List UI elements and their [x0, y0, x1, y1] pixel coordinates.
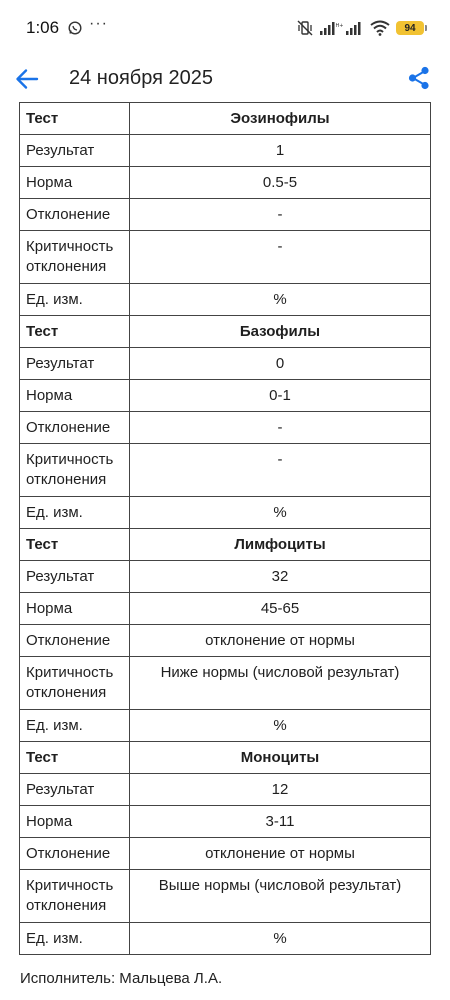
test-label: Тест: [20, 316, 130, 348]
result-value: 32: [130, 561, 431, 593]
norm-label: Норма: [20, 593, 130, 625]
more-notifications-icon: ···: [89, 15, 108, 32]
deviation-row: [20, 838, 431, 870]
test-header-row: [20, 316, 431, 348]
deviation-value: -: [130, 199, 431, 231]
criticality-row: [20, 870, 431, 923]
criticality-label: Критичность отклонения: [20, 657, 130, 710]
signal-2-icon: [346, 21, 364, 35]
whatsapp-icon: [68, 21, 82, 35]
share-icon[interactable]: [408, 66, 430, 90]
test-label: Тест: [20, 529, 130, 561]
norm-value: 45-65: [130, 593, 431, 625]
result-row: [20, 348, 431, 380]
result-label: Результат: [20, 774, 130, 806]
result-row: [20, 774, 431, 806]
unit-label: Ед. изм.: [20, 923, 130, 955]
criticality-row: [20, 231, 431, 284]
result-value: 1: [130, 135, 431, 167]
test-label: Тест: [20, 103, 130, 135]
battery-icon: [396, 21, 424, 35]
unit-row: [20, 923, 431, 955]
criticality-label: Критичность отклонения: [20, 870, 130, 923]
results-content[interactable]: [0, 108, 450, 1000]
criticality-row: [20, 444, 431, 497]
result-row: [20, 561, 431, 593]
unit-label: Ед. изм.: [20, 284, 130, 316]
unit-label: Ед. изм.: [20, 497, 130, 529]
criticality-value: Ниже нормы (числовой результат): [130, 657, 431, 710]
result-value: 0: [130, 348, 431, 380]
norm-label: Норма: [20, 167, 130, 199]
test-name: Эозинофилы: [130, 103, 431, 135]
results-table: [19, 102, 431, 955]
criticality-value: Выше нормы (числовой результат): [130, 870, 431, 923]
criticality-row: [20, 657, 431, 710]
executor-text: Исполнитель: Мальцева Л.А.: [20, 970, 223, 987]
status-bar: [0, 0, 450, 58]
norm-value: 3-11: [130, 806, 431, 838]
test-label: Тест: [20, 742, 130, 774]
result-value: 12: [130, 774, 431, 806]
unit-row: [20, 284, 431, 316]
status-time: 1:06: [26, 18, 60, 37]
page-title: 24 ноября 2025: [69, 67, 214, 89]
test-name: Базофилы: [130, 316, 431, 348]
test-header-row: [20, 529, 431, 561]
result-label: Результат: [20, 561, 130, 593]
deviation-label: Отклонение: [20, 412, 130, 444]
criticality-value: -: [130, 444, 431, 497]
unit-value: %: [130, 284, 431, 316]
norm-row: [20, 167, 431, 199]
unit-value: %: [130, 497, 431, 529]
norm-row: [20, 593, 431, 625]
deviation-label: Отклонение: [20, 199, 130, 231]
unit-label: Ед. изм.: [20, 710, 130, 742]
test-name: Лимфоциты: [130, 529, 431, 561]
norm-label: Норма: [20, 380, 130, 412]
norm-row: [20, 806, 431, 838]
unit-row: [20, 497, 431, 529]
signal-1-icon: [320, 21, 344, 35]
status-icons: [296, 20, 424, 36]
svg-text:H+: H+: [335, 23, 344, 29]
app-bar: [0, 58, 450, 108]
deviation-label: Отклонение: [20, 625, 130, 657]
deviation-row: [20, 625, 431, 657]
test-header-row: [20, 103, 431, 135]
deviation-value: отклонение от нормы: [130, 625, 431, 657]
deviation-row: [20, 412, 431, 444]
norm-row: [20, 380, 431, 412]
battery-level: 94: [404, 22, 416, 34]
unit-row: [20, 710, 431, 742]
criticality-label: Критичность отклонения: [20, 444, 130, 497]
norm-value: 0-1: [130, 380, 431, 412]
criticality-label: Критичность отклонения: [20, 231, 130, 284]
norm-value: 0.5-5: [130, 167, 431, 199]
unit-value: %: [130, 923, 431, 955]
test-header-row: [20, 742, 431, 774]
result-label: Результат: [20, 348, 130, 380]
deviation-value: -: [130, 412, 431, 444]
test-name: Моноциты: [130, 742, 431, 774]
result-row: [20, 135, 431, 167]
deviation-label: Отклонение: [20, 838, 130, 870]
unit-value: %: [130, 710, 431, 742]
result-label: Результат: [20, 135, 130, 167]
vibrate-mute-icon: [296, 20, 314, 36]
norm-label: Норма: [20, 806, 130, 838]
wifi-icon: [370, 20, 390, 36]
deviation-value: отклонение от нормы: [130, 838, 431, 870]
deviation-row: [20, 199, 431, 231]
arrow-back-icon[interactable]: [14, 66, 40, 92]
criticality-value: -: [130, 231, 431, 284]
